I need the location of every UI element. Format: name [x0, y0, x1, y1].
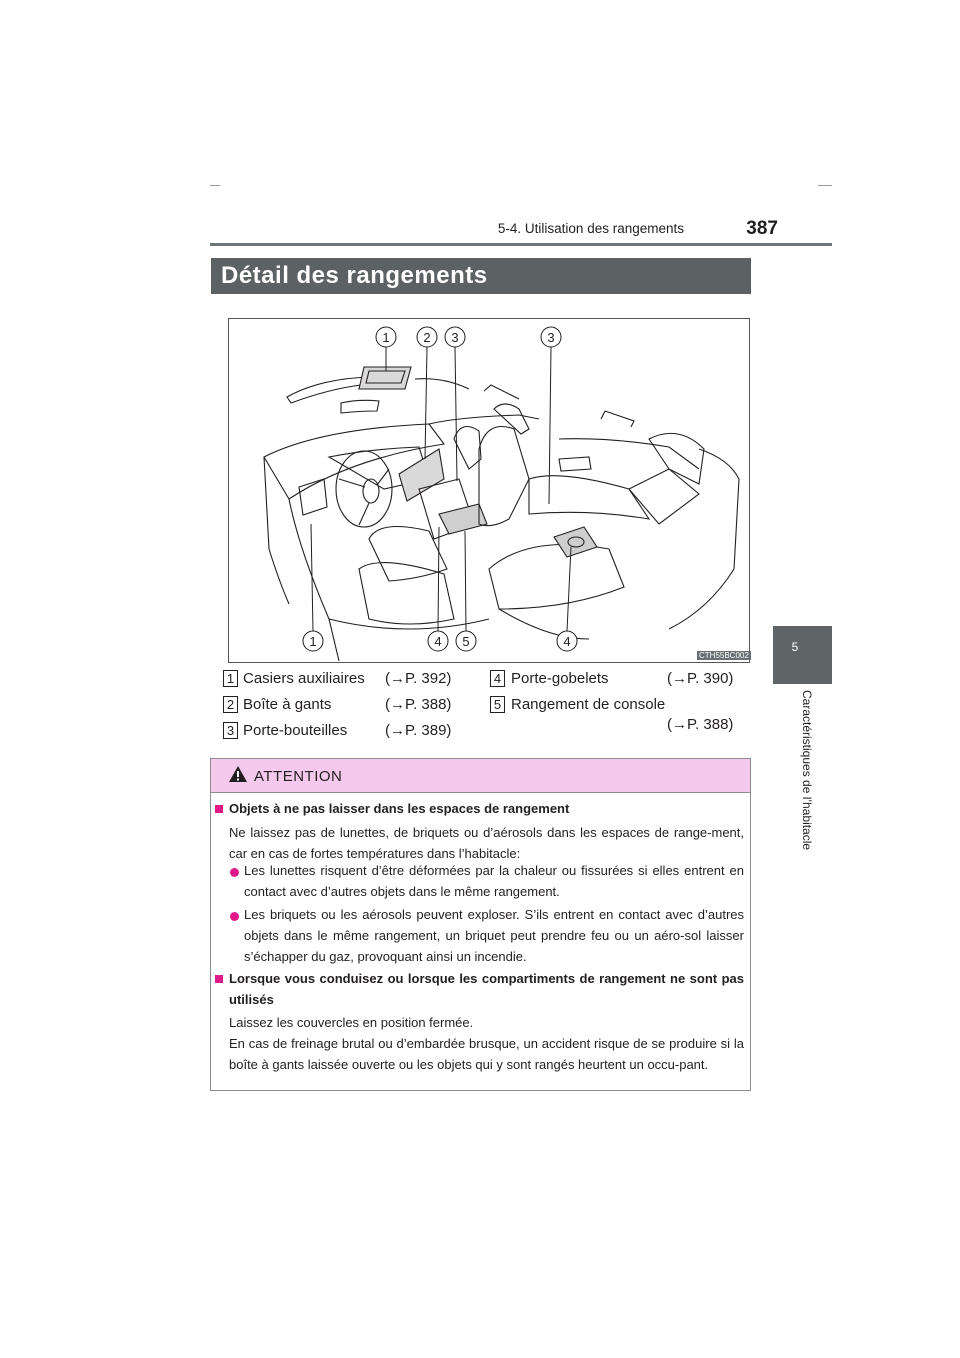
- page-title: Détail des rangements: [211, 258, 751, 294]
- callout-bottom-3: 5: [462, 634, 470, 649]
- warning-bullet-2: Les briquets ou les aérosols peuvent exploser. S’ils entrent en contact avec d’autres objets dans le même rangement, un briquet peut prendre feu ou un aéro-sol laisser s’échapper du gaz, provoquant ainsi un incendie.: [244, 907, 744, 964]
- legend-ref-2: (→P. 388): [385, 696, 452, 713]
- callout-bottom-1: 1: [309, 634, 317, 649]
- figure-code: CTH55BC002: [699, 651, 749, 660]
- callout-top-3: 3: [451, 330, 459, 345]
- crop-mark-left: [210, 185, 220, 186]
- section-header: 5-4. Utilisation des rangements: [497, 221, 684, 236]
- legend-number-4: 4: [490, 670, 505, 687]
- chapter-tab: [773, 626, 832, 684]
- callout-top-1: 1: [382, 330, 390, 345]
- legend-ref-1: (→P. 392): [385, 670, 452, 687]
- legend-label-4: Porte-gobelets: [511, 670, 609, 687]
- car-interior-drawing: [229, 319, 749, 662]
- warning-bullet-1: Les lunettes risquent d’être déformées par la chaleur ou fissurées si elles entrent en contact avec d’autres objets dans le même rangement.: [244, 863, 744, 899]
- bullet-marker-1: [230, 868, 239, 877]
- warning-body-2b: En cas de freinage brutal ou d’embardée brusque, un accident risque de se produire si la boîte à gants laissée ouverte ou les objets qui y sont rangés heurtent un occu-pant.: [229, 1036, 744, 1072]
- page-number: 387: [746, 218, 778, 239]
- chapter-title: Caractéristiques de l’habitacle: [800, 690, 814, 851]
- legend-label-1: Casiers auxiliaires: [243, 670, 365, 687]
- header-rule: [210, 243, 832, 246]
- legend-label-3: Porte-bouteilles: [243, 722, 348, 739]
- warning-triangle-icon: [228, 765, 248, 783]
- warning-body-1: Ne laissez pas de lunettes, de briquets ou d’aérosols dans les espaces de range-ment, car en cas de fortes températures dans l’habitacle:: [229, 825, 744, 861]
- interior-storage-illustration: [228, 318, 750, 663]
- legend-number-5: 5: [490, 696, 505, 713]
- legend-number-3: 3: [223, 722, 238, 739]
- callout-bottom-2: 4: [434, 634, 442, 649]
- legend-number-1: 1: [223, 670, 238, 687]
- callout-top-4: 3: [547, 330, 555, 345]
- crop-mark-right: [818, 185, 832, 186]
- warning-heading-1: Objets à ne pas laisser dans les espaces de rangement: [229, 801, 570, 816]
- section-marker-2: [215, 975, 223, 983]
- section-marker-1: [215, 805, 223, 813]
- chapter-number: 5: [791, 640, 799, 654]
- legend-number-2: 2: [223, 696, 238, 713]
- legend-label-5: Rangement de console: [511, 696, 666, 713]
- warning-title: ATTENTION: [254, 768, 343, 785]
- callout-top-2: 2: [423, 330, 431, 345]
- callout-bottom-4: 4: [563, 634, 571, 649]
- warning-heading-2: Lorsque vous conduisez ou lorsque les compartiments de rangement ne sont pas utilisés: [229, 971, 744, 1007]
- legend-ref-3: (→P. 389): [385, 722, 452, 739]
- bullet-marker-2: [230, 912, 239, 921]
- legend-ref-5: (→P. 388): [667, 716, 734, 733]
- warning-body-2a: Laissez les couvercles en position fermée.: [229, 1015, 474, 1030]
- legend-ref-4: (→P. 390): [667, 670, 734, 687]
- legend-label-2: Boîte à gants: [243, 696, 332, 713]
